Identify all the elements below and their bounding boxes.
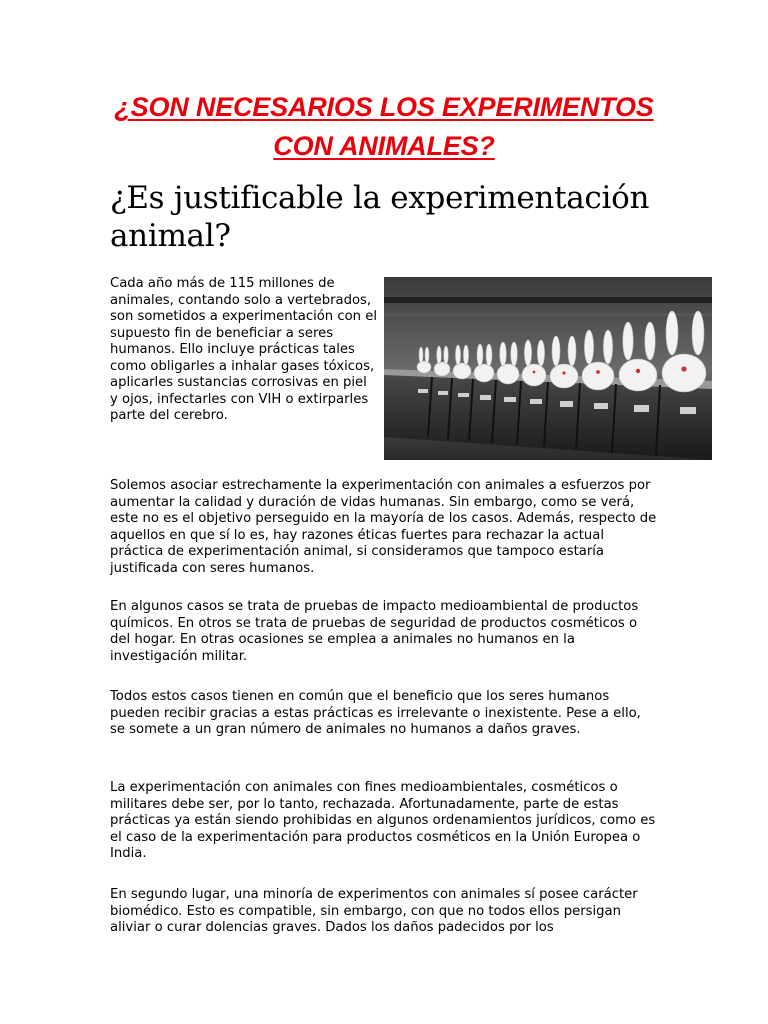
body-paragraph: En segundo lugar, una minoría de experimentos con animales sí posee carácter biomédico. Esto es compatible, sin embargo, con que no todos ellos persigan aliviar o curar dolencias graves. Dados los daños padecidos por los <box>110 887 638 935</box>
body-paragraph: Todos estos casos tienen en común que el beneficio que los seres humanos pueden recibir gracias a estas prácticas es irrelevante o inexistente. Pese a ello, se somete a un gran número de animales no humanos a daños graves. <box>110 689 641 737</box>
rabbits-in-stocks-photo-icon <box>384 277 712 460</box>
body-paragraph: La experimentación con animales con fines medioambientales, cosméticos o militares debe ser, por lo tanto, rechazada. Afortunadamente, parte de estas prácticas ya están siendo prohibidas en algunos ordenamientos jurídicos, como es el caso de la experimentación para productos cosméticos en la Unión Europea o India. <box>110 780 656 861</box>
intro-paragraph: Cada año más de 115 millones de animales, contando solo a vertebrados, son sometidos a experimentación con el supuesto fin de beneficiar a seres humanos. Ello incluye prácticas tales como obligarles a inhalar gases tóxicos, aplicarles sustancias corrosivas en piel y ojos, infectarles con VIH o extirparles parte del cerebro. <box>110 276 378 423</box>
main-title: ¿SON NECESARIOS LOS EXPERIMENTOS CON ANIMALES? <box>114 92 654 161</box>
body-paragraph: En algunos casos se trata de pruebas de impacto medioambiental de productos químicos. En otros se trata de pruebas de seguridad de productos cosméticos o del hogar. En otras ocasiones se emplea a animales no humanos en la investigación militar. <box>110 599 639 664</box>
body-paragraph: Solemos asociar estrechamente la experimentación con animales a esfuerzos por aumentar la calidad y duración de vidas humanas. Sin embargo, como se verá, este no es el objetivo perseguido en la mayoría de los casos. Además, respecto de aquellos en que sí lo es, hay razones éticas fuertes para rechazar la actual práctica de experimentación animal, si consideramos que tampoco estaría justificada con seres humanos. <box>110 478 657 576</box>
rabbits-photo <box>384 277 712 460</box>
subtitle: ¿Es justificable la experimentación animal? <box>110 180 650 254</box>
